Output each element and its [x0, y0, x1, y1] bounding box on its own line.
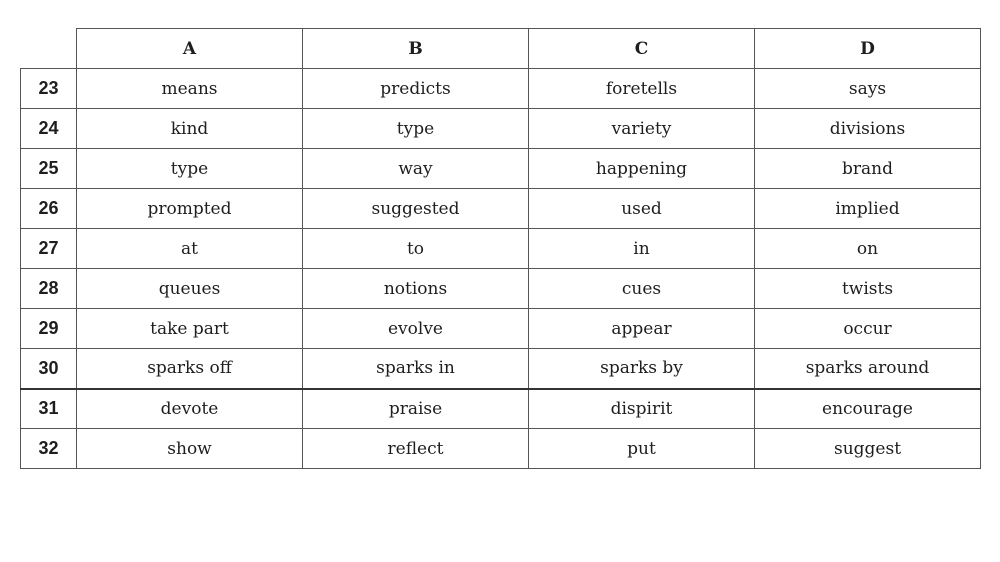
option-d: says — [755, 69, 981, 109]
table-row — [21, 429, 981, 469]
table-row — [21, 109, 981, 149]
column-header-d: D — [755, 29, 981, 69]
question-number: 27 — [21, 229, 77, 269]
option-d: sparks around — [755, 349, 981, 389]
option-d: implied — [755, 189, 981, 229]
option-d: divisions — [755, 109, 981, 149]
option-a: devote — [77, 389, 303, 429]
column-header-a: A — [77, 29, 303, 69]
option-c: happening — [529, 149, 755, 189]
option-d: encourage — [755, 389, 981, 429]
answer-options-table — [20, 28, 981, 469]
option-a: queues — [77, 269, 303, 309]
option-b: type — [303, 109, 529, 149]
option-b: sparks in — [303, 349, 529, 389]
option-b: predicts — [303, 69, 529, 109]
question-number: 29 — [21, 309, 77, 349]
question-number: 24 — [21, 109, 77, 149]
option-d: brand — [755, 149, 981, 189]
table-corner-cell — [21, 29, 77, 69]
question-number: 28 — [21, 269, 77, 309]
question-number: 32 — [21, 429, 77, 469]
question-number: 23 — [21, 69, 77, 109]
option-a: prompted — [77, 189, 303, 229]
option-c: appear — [529, 309, 755, 349]
question-number: 25 — [21, 149, 77, 189]
answer-options-table-wrapper — [20, 28, 981, 469]
option-c: sparks by — [529, 349, 755, 389]
table-header-row — [21, 29, 981, 69]
option-a: type — [77, 149, 303, 189]
question-number: 31 — [21, 389, 77, 429]
option-b: notions — [303, 269, 529, 309]
column-header-c: C — [529, 29, 755, 69]
option-c: foretells — [529, 69, 755, 109]
option-c: used — [529, 189, 755, 229]
table-row — [21, 389, 981, 429]
table-row — [21, 189, 981, 229]
option-c: in — [529, 229, 755, 269]
option-a: sparks off — [77, 349, 303, 389]
option-c: cues — [529, 269, 755, 309]
option-b: praise — [303, 389, 529, 429]
option-a: take part — [77, 309, 303, 349]
option-a: at — [77, 229, 303, 269]
option-c: put — [529, 429, 755, 469]
option-b: evolve — [303, 309, 529, 349]
option-a: show — [77, 429, 303, 469]
option-c: dispirit — [529, 389, 755, 429]
option-a: kind — [77, 109, 303, 149]
option-d: suggest — [755, 429, 981, 469]
question-number: 26 — [21, 189, 77, 229]
column-header-b: B — [303, 29, 529, 69]
option-b: reflect — [303, 429, 529, 469]
option-d: twists — [755, 269, 981, 309]
option-a: means — [77, 69, 303, 109]
table-row — [21, 69, 981, 109]
table-row — [21, 269, 981, 309]
option-c: variety — [529, 109, 755, 149]
question-number: 30 — [21, 349, 77, 389]
table-row — [21, 229, 981, 269]
option-d: occur — [755, 309, 981, 349]
option-b: way — [303, 149, 529, 189]
option-d: on — [755, 229, 981, 269]
table-row — [21, 309, 981, 349]
option-b: to — [303, 229, 529, 269]
table-row — [21, 349, 981, 389]
option-b: suggested — [303, 189, 529, 229]
table-row — [21, 149, 981, 189]
